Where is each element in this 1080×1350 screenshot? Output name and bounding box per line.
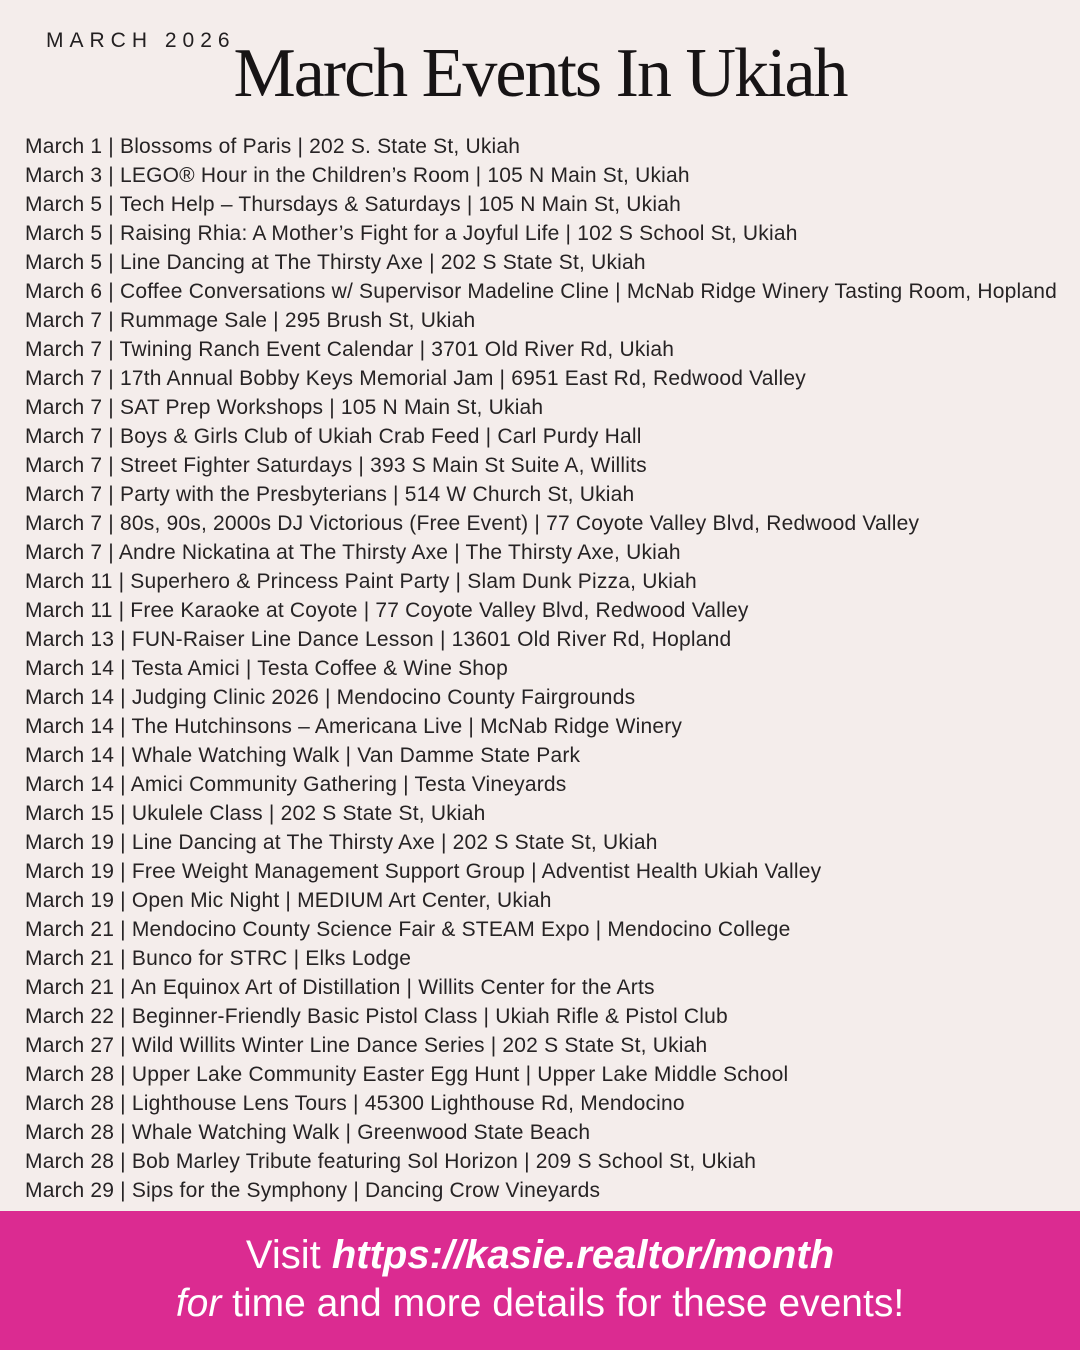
footer-details-text: time and more details for these events! bbox=[221, 1282, 905, 1325]
footer-for-word: for bbox=[175, 1282, 222, 1325]
footer-details-line bbox=[0, 1279, 1080, 1329]
event-row: March 7 | 17th Annual Bobby Keys Memorial Jam | 6951 East Rd, Redwood Valley bbox=[25, 367, 806, 390]
event-row: March 21 | Mendocino County Science Fair & STEAM Expo | Mendocino College bbox=[25, 918, 791, 941]
event-row: March 7 | Street Fighter Saturdays | 393 S Main St Suite A, Willits bbox=[25, 454, 647, 477]
event-row: March 29 | Sips for the Symphony | Dancing Crow Vineyards bbox=[25, 1179, 601, 1202]
event-row: March 7 | 80s, 90s, 2000s DJ Victorious (Free Event) | 77 Coyote Valley Blvd, Redwood Valley bbox=[25, 512, 920, 535]
event-row: March 7 | Party with the Presbyterians | 514 W Church St, Ukiah bbox=[25, 483, 635, 506]
event-row: March 28 | Lighthouse Lens Tours | 45300 Lighthouse Rd, Mendocino bbox=[25, 1092, 685, 1115]
event-row: March 19 | Line Dancing at The Thirsty Axe | 202 S State St, Ukiah bbox=[25, 831, 658, 854]
event-row: March 11 | Free Karaoke at Coyote | 77 Coyote Valley Blvd, Redwood Valley bbox=[25, 599, 749, 622]
event-row: March 19 | Free Weight Management Support Group | Adventist Health Ukiah Valley bbox=[25, 860, 822, 883]
event-row: March 15 | Ukulele Class | 202 S State St, Ukiah bbox=[25, 802, 486, 825]
event-row: March 5 | Raising Rhia: A Mother’s Fight for a Joyful Life | 102 S School St, Ukiah bbox=[25, 222, 798, 245]
event-row: March 5 | Line Dancing at The Thirsty Axe | 202 S State St, Ukiah bbox=[25, 251, 646, 274]
event-row: March 7 | Boys & Girls Club of Ukiah Crab Feed | Carl Purdy Hall bbox=[25, 425, 642, 448]
event-row: March 7 | Rummage Sale | 295 Brush St, Ukiah bbox=[25, 309, 476, 332]
event-row: March 28 | Upper Lake Community Easter Egg Hunt | Upper Lake Middle School bbox=[25, 1063, 789, 1086]
event-row: March 7 | Andre Nickatina at The Thirsty Axe | The Thirsty Axe, Ukiah bbox=[25, 541, 681, 564]
event-row: March 14 | Judging Clinic 2026 | Mendocino County Fairgrounds bbox=[25, 686, 636, 709]
footer-url-link[interactable]: https://kasie.realtor/month bbox=[331, 1233, 835, 1277]
eyebrow-month-label: MARCH 2026 bbox=[46, 29, 236, 52]
event-row: March 28 | Bob Marley Tribute featuring Sol Horizon | 209 S School St, Ukiah bbox=[25, 1150, 757, 1173]
footer-visit-line bbox=[0, 1231, 1080, 1279]
event-row: March 22 | Beginner-Friendly Basic Pistol Class | Ukiah Rifle & Pistol Club bbox=[25, 1005, 728, 1028]
event-row: March 28 | Whale Watching Walk | Greenwood State Beach bbox=[25, 1121, 591, 1144]
page-title: March Events In Ukiah bbox=[233, 35, 847, 112]
event-row: March 11 | Superhero & Princess Paint Party | Slam Dunk Pizza, Ukiah bbox=[25, 570, 697, 593]
event-row: March 3 | LEGO® Hour in the Children’s Room | 105 N Main St, Ukiah bbox=[25, 164, 690, 187]
event-row: March 14 | Testa Amici | Testa Coffee & Wine Shop bbox=[25, 657, 508, 680]
events-list bbox=[25, 132, 1080, 1205]
event-row: March 21 | An Equinox Art of Distillation | Willits Center for the Arts bbox=[25, 976, 655, 999]
event-row: March 5 | Tech Help – Thursdays & Saturdays | 105 N Main St, Ukiah bbox=[25, 193, 681, 216]
event-row: March 7 | SAT Prep Workshops | 105 N Main St, Ukiah bbox=[25, 396, 544, 419]
event-row: March 14 | The Hutchinsons – Americana Live | McNab Ridge Winery bbox=[25, 715, 683, 738]
event-row: March 14 | Amici Community Gathering | Testa Vineyards bbox=[25, 773, 567, 796]
event-row: March 13 | FUN-Raiser Line Dance Lesson | 13601 Old River Rd, Hopland bbox=[25, 628, 732, 651]
event-row: March 1 | Blossoms of Paris | 202 S. State St, Ukiah bbox=[25, 135, 521, 158]
event-row: March 21 | Bunco for STRC | Elks Lodge bbox=[25, 947, 412, 970]
event-row: March 7 | Twining Ranch Event Calendar | 3701 Old River Rd, Ukiah bbox=[25, 338, 675, 361]
event-row: March 14 | Whale Watching Walk | Van Damme State Park bbox=[25, 744, 581, 767]
footer-visit-label: Visit bbox=[245, 1233, 332, 1277]
event-row: March 6 | Coffee Conversations w/ Supervisor Madeline Cline | McNab Ridge Winery Tasting Room, Hopland bbox=[25, 280, 1057, 303]
event-row: March 19 | Open Mic Night | MEDIUM Art Center, Ukiah bbox=[25, 889, 552, 912]
event-row: March 27 | Wild Willits Winter Line Dance Series | 202 S State St, Ukiah bbox=[25, 1034, 708, 1057]
footer-banner bbox=[0, 1211, 1080, 1350]
